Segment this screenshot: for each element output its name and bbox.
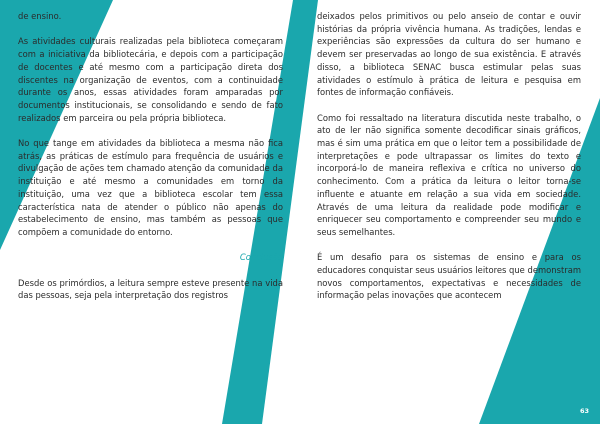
left-paragraph-4: Desde os primórdios, a leitura sempre esteve presente na vida das pessoas, seja pela interpretação dos registros bbox=[18, 277, 283, 301]
right-paragraph-3: É um desafio para os sistemas de ensino e para os educadores conquistar seus usuários leitores que demonstram novos comportamentos, expectativas e necessidades de informação pelas inovações que acontecem bbox=[317, 252, 581, 301]
page-number: 63 bbox=[579, 407, 589, 415]
right-paragraph-2: Como foi ressaltado na literatura discutida neste trabalho, o ato de ler não significa somente decodificar sinais gráficos, mas é sim uma prática em que o leitor tem a possibilidade de interpretações e pode ultrapassar os limites do texto e incorporá-lo de maneira reflexiva e crítica no universo do conhecimento. Com a prática da leitura o leitor torna-se influente e atuante em relação a sua vida em sociedade. Através de uma leitura da realidade pode modificar e enriquecer seu comportamento e compreender seu mundo e seus semelhantes. bbox=[317, 112, 581, 237]
right-page-column bbox=[317, 10, 581, 302]
left-paragraph-2: As atividades culturais realizadas pela biblioteca começaram com a iniciativa da bibliotecária, e depois com a participação de docentes e até mesmo com a participação direta dos discentes na organização de eventos, com a continuidade durante os anos, essas atividades foram amparadas por documentos institucionais, se consolidando e sendo de fato realizados em parceira ou pela própria biblioteca. bbox=[18, 36, 283, 123]
conclusion-heading: Conclusão bbox=[239, 252, 283, 263]
left-paragraph-1: de ensino. bbox=[18, 11, 62, 21]
left-paragraph-3: No que tange em atividades da biblioteca a mesma não fica atrás, as práticas de estímulo para frequência de usuários e divulgação de ações tem chamado atenção da comunidade da instituição e até mesmo a comunidades em torno da instituição, uma vez que a biblioteca escolar tem essa característica nata de atender o público não apenas do estabelecimento de ensino, mas também as pessoas que compõem a comunidade do entorno. bbox=[18, 138, 283, 237]
right-paragraph-1: deixados pelos primitivos ou pelo anseio de contar e ouvir histórias da própria vivência humana. As tradições, lendas e experiências são expressões da cultura do ser humano e devem ser preservadas ao longo de sua existência. E através disso, a biblioteca SENAC busca estimular pelas suas atividades o estímulo à prática de leitura e pesquisa em fontes de informação confiáveis. bbox=[317, 11, 581, 98]
left-page-column bbox=[18, 10, 283, 302]
